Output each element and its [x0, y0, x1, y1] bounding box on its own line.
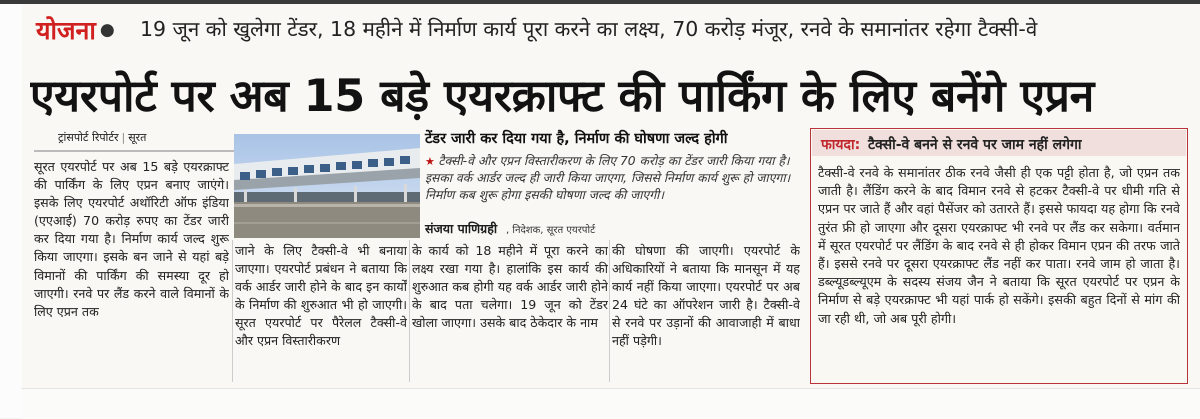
quote-text: टैक्सी-वे और एप्रन विस्तारीकरण के लिए 70 करोड़ का टेंडर जारी किया गया है। इसका वर्क आर्डर जल्द ही जारी किया जाएगा, जिससे निर्माण कार्य शुरू हो जाएगा। निर्माण कब शुरू होगा इसकी घोषणा जल्द की जाएगी। [425, 154, 791, 202]
byline-place: सूरत [128, 131, 147, 144]
quote-author-name: संजया पाणिग्रही [425, 221, 498, 236]
article-column-3: के कार्य को 18 महीने में पूरा करने का लक्ष्य रखा गया है। हालांकि इस कार्य की शुरुआत कब होगी यह वर्क आर्डर जारी होने के बाद पता चलेगा। 19 जून को टेंडर खोला जाएगा। उसके बाद ठेकेदार के नाम [412, 243, 608, 331]
quote-author-role: , निदेशक, सूरत एयरपोर्ट [506, 225, 596, 236]
byline-reporter: ट्रांसपोर्ट रिपोर्टर [58, 131, 119, 144]
kicker-line: 19 जून को खुलेगा टेंडर, 18 महीने में निर्माण कार्य पूरा करने का लक्ष्य, 70 करोड़ मंजूर, रनवे के समानांतर रहेगा टैक्सी-वे [140, 17, 1038, 41]
section-tag [36, 13, 115, 47]
article-column-4: की घोषणा की जाएगी। एयरपोर्ट के अधिकारियों ने बताया कि मानसून में यह कार्य नहीं किया जाएगा। एयरपोर्ट पर अब 24 घंटे का ऑपरेशन जारी है। टैक्सी-वे से रनवे पर उड़ानों की आवाजाही में बाधा नहीं पड़ेगी। [612, 243, 800, 349]
section-tag-label: योजना [36, 16, 96, 45]
sidebar-body: टैक्सी-वे रनवे के समानांतर ठीक रनवे जैसी ही एक पट्टी होता है, जो एप्रन तक जाती है। लैंडिंग करने के बाद विमान रनवे से हटकर टैक्सी-वे पर धीमी गति से एप्रन पर जाते हैं और वहां पैसेंजर को उतारते हैं। इससे फायदा यह होगा कि रनवे तुरंत फ्री हो जाएगा और दूसरा एयरक्राफ्ट भी रनवे पर लैंड कर सकेगा। वर्तमान में सूरत एयरपोर्ट पर लैंडिंग के बाद रनवे से ही होकर विमान एप्रन की तरफ जाते हैं। इससे रनवे पर दूसरा एयरक्राफ्ट लैंड नहीं कर पाता। रनवे जाम हो जाता है। डब्ल्यूडब्ल्यूएम के सदस्य संजय जैन ने बताया कि सूरत एयरपोर्ट पर एप्रन के निर्माण से बड़े एयरक्राफ्ट भी यहां पार्क हो सकेंगे। इसकी बहुत दिनों से मांग की जा रही थी, जो अब पूरी होगी। [818, 165, 1180, 326]
column-divider [232, 240, 233, 382]
article-column-2: जाने के लिए टैक्सी-वे भी बनाया जाएगा। एयरपोर्ट प्रबंधन ने बताया कि वर्क आर्डर जारी होने के बाद इन कार्यों के निर्माण की शुरुआत भी हो जाएगी। सूरत एयरपोर्ट पर पैरेलल टैक्सी-वे और एप्रन विस्तारीकरण [235, 243, 407, 349]
article-column-1: सूरत एयरपोर्ट पर अब 15 बड़े एयरक्राफ्ट की पार्किंग के लिए एप्रन बनाए जाएंगे। इसके लिए एयरपोर्ट अथॉरिटी ऑफ इंडिया (एएआई) 70 करोड़ रुपए का टेंडर जारी कर दिया गया है। निर्माण कार्य जल्द शुरू किया जाएगा। इसके बन जाने से यहां बड़े विमानों की पार्किंग की समस्या दूर हो जाएगी। रनवे पर लैंड करने वाले विमानों के लिए एप्रन तक [34, 159, 229, 319]
top-border [0, 0, 1200, 4]
bullet-icon: ★ [425, 155, 439, 168]
sidebar-label: फायदा: [821, 137, 861, 153]
airport-terminal-photo [234, 134, 420, 238]
airport-terminal-image [234, 134, 420, 238]
bullet-icon: ● [99, 20, 115, 40]
bottom-margin [22, 388, 1200, 419]
sidebar-title: टैक्सी-वे बनने से रनवे पर जाम नहीं लगेगा [868, 137, 1082, 153]
byline-rule [34, 150, 234, 152]
byline-separator: | [121, 131, 126, 144]
page-edge [0, 0, 23, 418]
column-divider [409, 240, 410, 382]
column-divider [609, 240, 610, 382]
subheadline: टेंडर जारी कर दिया गया है, निर्माण की घोषणा जल्द होगी [425, 131, 728, 147]
quote-block [425, 153, 803, 204]
headline: एयरपोर्ट पर अब 15 बड़े एयरक्राफ्ट की पार्किंग के लिए बनेंगे एप्रन [30, 71, 1095, 122]
byline [58, 130, 228, 145]
